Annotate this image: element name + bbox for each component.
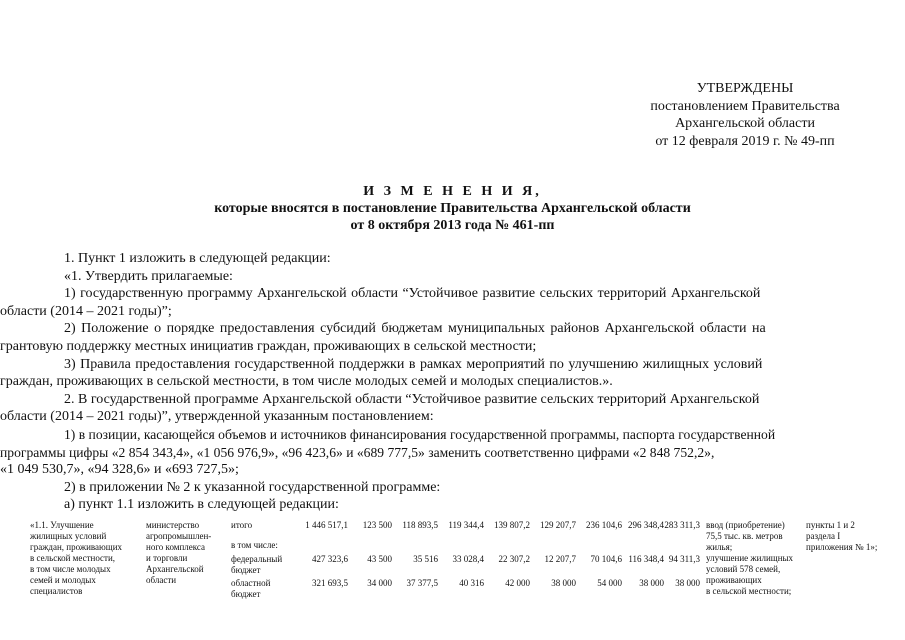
cell-line: в сельской местности; [706,586,792,596]
body-line: граждан, проживающих в сельской местности, в том числе молодых семей и молодых специалистов.». [0,374,613,390]
approval-line-3: Архангельской области [675,116,815,131]
executor-cell [146,520,211,586]
cell-line: бюджет [231,565,261,575]
value-cell: 37 377,5 [406,578,438,588]
value-cell: 321 693,5 [312,578,348,588]
value-cell: 38 000 [675,578,700,588]
source-label: в том числе: [231,540,278,550]
cell-line: «1.1. Улучшение [30,520,94,530]
value-cell: 42 000 [505,578,530,588]
approval-line-2: постановлением Правительства [650,98,840,114]
approval-line-4: от 12 февраля 2019 г. № 49-пп [655,133,835,149]
cell-line: области [146,575,177,585]
body-line: 2) в приложении № 2 к указанной государственной программе: [64,479,441,495]
value-cell: 70 104,6 [590,554,622,564]
body-line: 2. В государственной программе Архангельской области “Устойчивое развитие сельских территорий Архангельской [64,391,760,407]
body-line: области (2014 – 2021 годы)”, утвержденной указанным постановлением: [0,409,434,425]
source-label [231,578,270,600]
value-cell: 22 307,2 [498,554,530,564]
document-body [0,250,838,514]
cell-line: 75,5 тыс. кв. метров [706,531,783,541]
cell-line: жилищных условий [30,531,107,541]
result-cell [706,520,793,597]
body-line: «1 049 530,7», «94 328,6» и «693 727,5»; [0,462,239,478]
body-line: «1. Утвердить прилагаемые: [64,268,233,284]
cell-line: агропромышлен- [146,531,212,541]
value-cell: 118 893,5 [402,520,438,530]
value-cell: 94 311,3 [668,554,700,564]
title-heading: И З М Е Н Е Н И Я, [363,184,542,199]
cell-line: граждан, проживающих [30,542,123,552]
cell-line: пункты 1 и 2 [806,520,855,530]
cell-line: раздела I [806,531,841,541]
approval-line-1: УТВЕРЖДЕНЫ [696,81,794,96]
title-line-3: от 8 октября 2013 года № 461-пп [350,218,555,233]
value-cell: 38 000 [639,578,664,588]
value-cell: 54 000 [597,578,622,588]
body-line: 1) государственную программу Архангельской области “Устойчивое развитие сельских территорий Архангельской [64,286,761,302]
value-cell: 296 348,4 [628,520,664,530]
body-line: программы цифры «2 854 343,4», «1 056 976,9», «96 423,6» и «689 777,5» заменить соответственно цифрами «2 848 752,2», [0,444,715,460]
value-cell: 33 028,4 [452,554,484,564]
cell-line: специалистов [30,586,83,596]
cell-line: областной [231,578,271,588]
value-cell: 38 000 [551,578,576,588]
value-cell: 129 207,7 [540,520,576,530]
cell-line: улучшение жилищных [706,553,794,563]
value-cell: 283 311,3 [664,520,700,530]
body-line: грантовую поддержку местных инициатив граждан, проживающих в сельской местности; [0,338,537,354]
value-cell: 139 807,2 [494,520,530,530]
cell-line: в том числе молодых [30,564,111,574]
value-cell: 119 344,4 [448,520,484,530]
body-line: 1. Пункт 1 изложить в следующей редакции: [64,251,331,266]
approval-block [600,80,890,150]
value-cell: 116 348,4 [628,554,664,564]
cell-line: министерство [146,520,200,530]
cell-line: в сельской местности, [30,553,116,563]
value-cell: 35 516 [413,554,438,564]
cell-line: жилья; [706,542,733,552]
body-line: 3) Правила предоставления государственной поддержки в рамках мероприятий по улучшению жилищных условий [64,356,763,372]
body-line: а) пункт 1.1 изложить в следующей редакции: [64,497,339,513]
cell-line: приложения № 1»; [806,542,878,552]
body-line: области (2014 – 2021 годы)”; [0,303,172,319]
cell-line: ного комплекса [146,542,206,552]
cell-line: Архангельской [146,564,204,574]
cell-line: проживающих [706,575,762,585]
body-line: 1) в позиции, касающейся объемов и источников финансирования государственной программы, паспорта государственной [64,426,776,442]
value-cell: 34 000 [367,578,392,588]
cell-line: и торговли [146,553,188,563]
cell-line: ввод (приобретение) [706,520,785,530]
cell-line: условий 578 семей, [706,564,781,574]
activity-cell [30,520,122,597]
value-cell: 427 323,6 [312,554,348,564]
value-cell: 12 207,7 [544,554,576,564]
value-cell: 1 446 517,1 [305,520,348,530]
body-line: 2) Положение о порядке предоставления субсидий бюджетам муниципальных районов Архангельской области на [64,321,766,337]
source-label: итого [231,520,253,530]
title-line-2: которые вносятся в постановление Правительства Архангельской области [214,201,691,216]
value-cell: 43 500 [367,554,392,564]
cell-line: семей и молодых [30,575,96,585]
source-label [231,554,282,576]
cell-line: федеральный [231,554,283,564]
value-cell: 123 500 [362,520,392,530]
cell-line: бюджет [231,589,261,599]
reference-cell [806,520,877,553]
value-cell: 40 316 [459,578,484,588]
value-cell: 236 104,6 [586,520,622,530]
document-title [0,183,905,234]
